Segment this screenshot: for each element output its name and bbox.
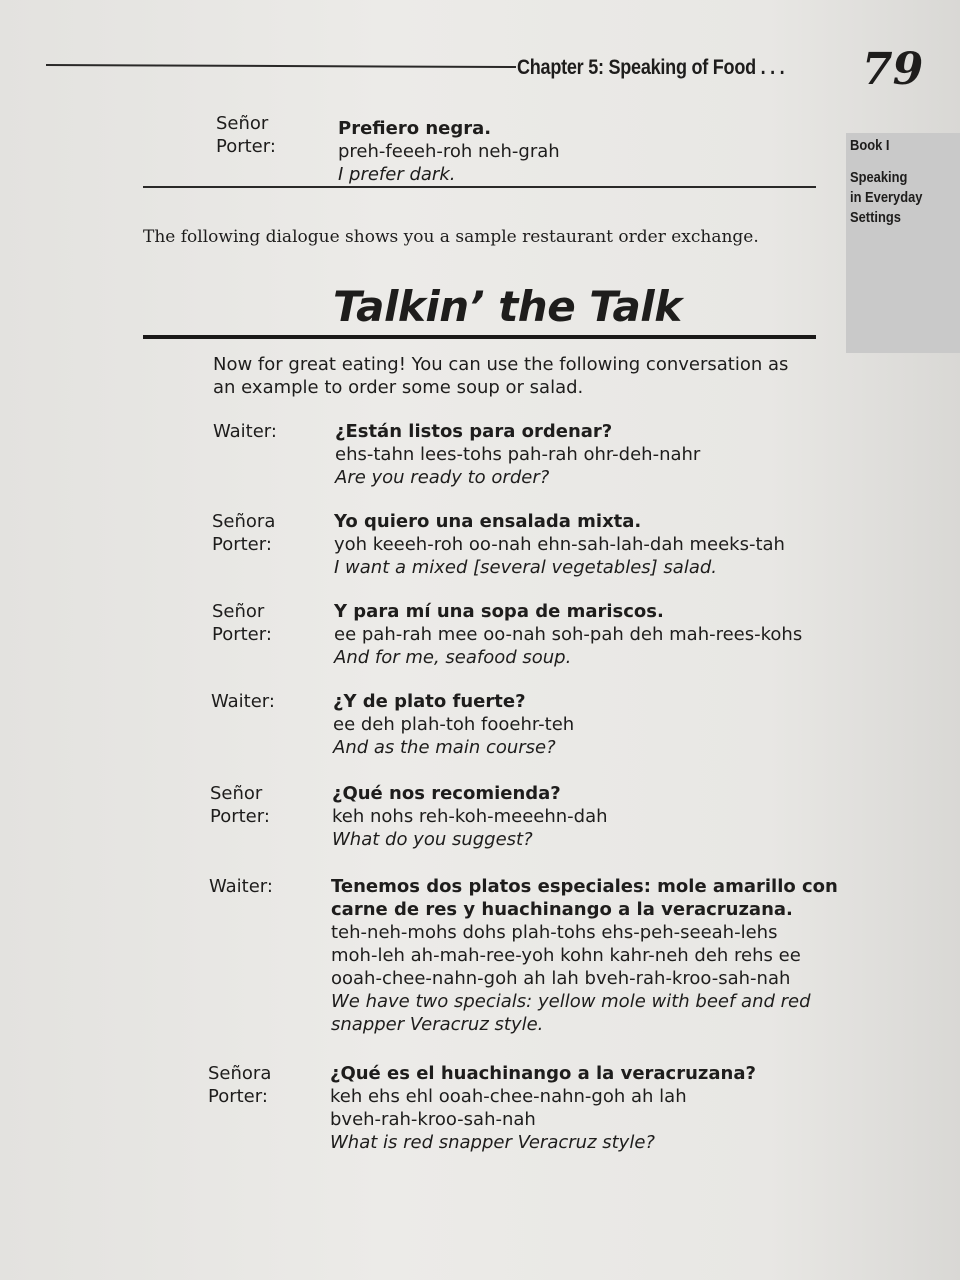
speaker-label: Señora Porter:	[212, 511, 276, 555]
phonetic-line: keh nohs reh-koh-meeehn-dah	[332, 806, 608, 827]
phonetic-line: bveh-rah-kroo-sah-nah	[330, 1109, 536, 1130]
chapter-title: Chapter 5: Speaking of Food . . .	[517, 56, 785, 79]
page-number: 79	[862, 44, 924, 95]
spanish-line: Tenemos dos platos especiales: mole amarillo con	[331, 876, 838, 897]
english-line: Are you ready to order?	[335, 467, 550, 488]
english-line: And as the main course?	[333, 737, 556, 758]
speaker-label: Señor Porter:	[212, 601, 272, 645]
section-intro-line: Now for great eating! You can use the following conversation as	[213, 354, 789, 375]
spanish-line: ¿Y de plato fuerte?	[333, 691, 526, 712]
section-intro-line: an example to order some soup or salad.	[213, 377, 584, 398]
spanish-line: ¿Qué nos recomienda?	[332, 783, 561, 804]
speaker-label: Waiter:	[211, 691, 275, 712]
side-tab-section	[850, 168, 953, 228]
speaker-label: Señor Porter:	[216, 113, 276, 157]
spanish-line: Prefiero negra.	[338, 118, 492, 139]
english-line: snapper Veracruz style.	[331, 1014, 544, 1035]
phonetic-line: ehs-tahn lees-tohs pah-rah ohr-deh-nahr	[335, 444, 701, 465]
english-line: And for me, seafood soup.	[334, 647, 572, 668]
speaker-label: Waiter:	[209, 876, 273, 897]
english-line: I want a mixed [several vegetables] salad.	[334, 557, 718, 578]
spanish-line: Y para mí una sopa de mariscos.	[334, 601, 664, 622]
intro-paragraph: The following dialogue shows you a sample restaurant order exchange.	[143, 227, 759, 247]
phonetic-line: preh-feeeh-roh neh-grah	[338, 141, 560, 162]
english-line: What do you suggest?	[332, 829, 533, 850]
side-tab-line: in Everyday	[850, 189, 923, 206]
spanish-line: ¿Qué es el huachinango a la veracruzana?	[330, 1063, 756, 1084]
phonetic-line: teh-neh-mohs dohs plah-tohs ehs-peh-seeah-lehs	[331, 922, 778, 943]
section-intro	[213, 353, 813, 399]
speaker-label: Señora Porter:	[208, 1063, 272, 1107]
side-tab	[846, 133, 960, 353]
phonetic-line: ee pah-rah mee oo-nah soh-pah deh mah-rees-kohs	[334, 624, 803, 645]
spanish-line: ¿Están listos para ordenar?	[335, 421, 613, 442]
section-title: Talkin’ the Talk	[333, 282, 682, 331]
phonetic-line: yoh keeeh-roh oo-nah ehn-sah-lah-dah meeks-tah	[334, 534, 785, 555]
box-bottom-rule	[143, 186, 816, 188]
spanish-line: Yo quiero una ensalada mixta.	[334, 511, 642, 532]
phonetic-line: moh-leh ah-mah-ree-yoh kohn kahr-neh deh rehs ee	[331, 945, 801, 966]
english-line: What is red snapper Veracruz style?	[330, 1132, 655, 1153]
english-line: I prefer dark.	[338, 164, 456, 185]
speaker-label: Señor Porter:	[210, 783, 270, 827]
english-line: We have two specials: yellow mole with beef and red	[331, 991, 811, 1012]
spanish-line: carne de res y huachinango a la veracruzana.	[331, 899, 793, 920]
side-tab-book: Book I	[850, 137, 890, 154]
phonetic-line: ee deh plah-toh fooehr-teh	[333, 714, 575, 735]
side-tab-line: Speaking	[850, 169, 908, 186]
section-title-rule	[143, 335, 816, 339]
speaker-label: Waiter:	[213, 421, 277, 442]
phonetic-line: ooah-chee-nahn-goh ah lah bveh-rah-kroo-sah-nah	[331, 968, 791, 989]
phonetic-line: keh ehs ehl ooah-chee-nahn-goh ah lah	[330, 1086, 687, 1107]
side-tab-line: Settings	[850, 209, 901, 226]
